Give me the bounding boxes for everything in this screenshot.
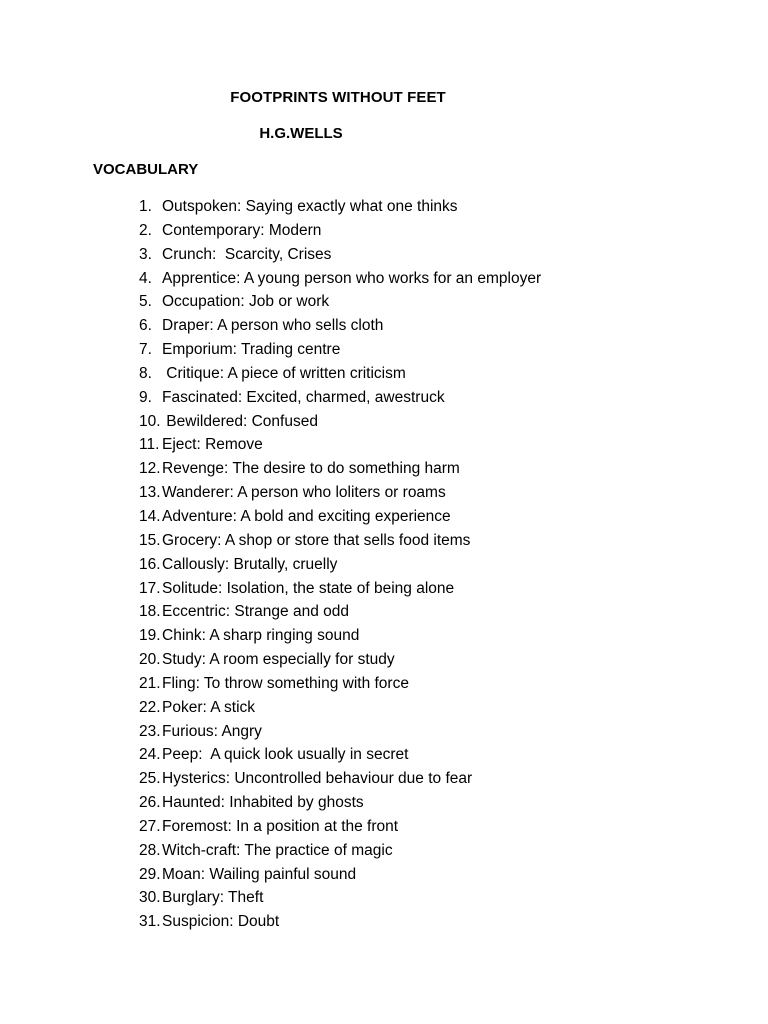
vocabulary-item-number: 3. [139,245,152,263]
vocabulary-item-text: Poker: A stick [162,698,256,716]
vocabulary-item-number: 21. [139,674,161,692]
section-heading: VOCABULARY [93,161,199,178]
vocabulary-item-number: 27. [139,817,161,835]
vocabulary-item-text: Peep: A quick look usually in secret [162,746,409,764]
vocabulary-item-number: 20. [139,651,161,669]
vocabulary-item-number: 5. [139,293,152,311]
document-author: H.G.WELLS [259,125,343,142]
vocabulary-item-number: 15. [139,531,161,549]
vocabulary-item-number: 19. [139,627,161,645]
vocabulary-item-number: 23. [139,722,161,740]
document-title: FOOTPRINTS WITHOUT FEET [230,89,446,106]
vocabulary-item-text: Contemporary: Modern [162,221,322,239]
vocabulary-item-number: 4. [139,269,152,287]
vocabulary-item-number: 25. [139,770,161,788]
vocabulary-item-number: 28. [139,841,161,859]
vocabulary-item-number: 16. [139,555,161,573]
vocabulary-item-text: Callously: Brutally, cruelly [162,555,338,573]
vocabulary-item-number: 6. [139,317,152,335]
vocabulary-item-number: 29. [139,865,161,883]
vocabulary-item-text: Hysterics: Uncontrolled behaviour due to fear [162,770,473,788]
vocabulary-item-text: Study: A room especially for study [162,651,395,669]
vocabulary-item-text: Fling: To throw something with force [162,674,409,692]
vocabulary-item-text: Adventure: A bold and exciting experience [162,507,451,525]
vocabulary-item-text: Foremost: In a position at the front [162,817,399,835]
vocabulary-item-text: Apprentice: A young person who works for an employer [162,269,542,287]
vocabulary-item-text: Grocery: A shop or store that sells food items [162,531,471,549]
vocabulary-item-text: Chink: A sharp ringing sound [162,627,360,645]
vocabulary-item-text: Eccentric: Strange and odd [162,603,349,621]
vocabulary-item-number: 12. [139,460,161,478]
vocabulary-item-text: Solitude: Isolation, the state of being alone [162,579,455,597]
vocabulary-item-text: Crunch: Scarcity, Crises [162,245,332,263]
vocabulary-item-text: Witch-craft: The practice of magic [162,841,393,859]
vocabulary-item-text: Bewildered: Confused [162,412,318,430]
vocabulary-item-number: 18. [139,603,161,621]
vocabulary-item-number: 31. [139,913,161,931]
vocabulary-item-number: 9. [139,388,152,406]
vocabulary-item-text: Wanderer: A person who loliters or roams [162,484,446,502]
vocabulary-item-number: 26. [139,794,161,812]
vocabulary-item-text: Fascinated: Excited, charmed, awestruck [162,388,445,406]
vocabulary-item-number: 1. [139,198,152,215]
vocabulary-item-text: Occupation: Job or work [162,293,330,311]
vocabulary-item-number: 8. [139,364,152,382]
vocabulary-item-number: 7. [139,341,152,359]
vocabulary-item-text: Revenge: The desire to do something harm [162,460,460,478]
vocabulary-item-number: 24. [139,746,161,764]
vocabulary-item-number: 11. [139,436,160,454]
vocabulary-item-text: Burglary: Theft [162,889,264,907]
vocabulary-item-text: Haunted: Inhabited by ghosts [162,794,364,812]
vocabulary-item-number: 10. [139,412,161,430]
vocabulary-item-text: Eject: Remove [162,436,263,454]
vocabulary-item-text: Draper: A person who sells cloth [162,317,384,335]
vocabulary-item-text: Critique: A piece of written criticism [162,364,406,382]
vocabulary-item-number: 13. [139,484,161,502]
vocabulary-item-text: Outspoken: Saying exactly what one thinks [162,198,458,215]
vocabulary-item-text: Suspicion: Doubt [162,913,280,931]
vocabulary-item-number: 30. [139,889,161,907]
vocabulary-item-number: 2. [139,221,152,239]
vocabulary-item-number: 22. [139,698,161,716]
vocabulary-item-text: Moan: Wailing painful sound [162,865,357,883]
vocabulary-item-number: 14. [139,507,161,525]
vocabulary-item-text: Furious: Angry [162,722,262,740]
vocabulary-item-number: 17. [139,579,161,597]
vocabulary-item-text: Emporium: Trading centre [162,341,341,359]
